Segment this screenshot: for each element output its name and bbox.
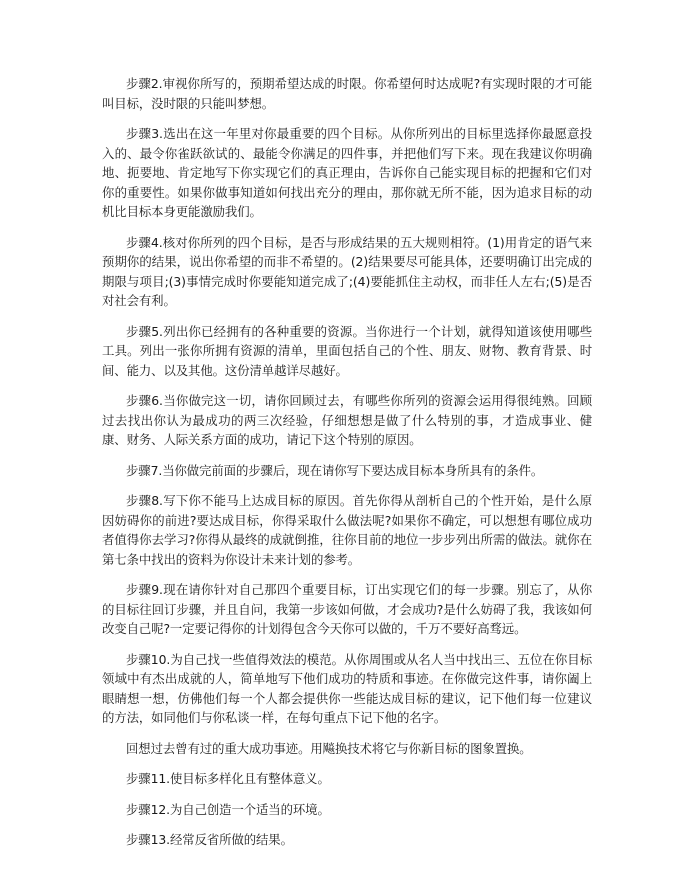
paragraph-step-5: 步骤5.列出你已经拥有的各种重要的资源。当你进行一个计划，就得知道该使用哪些工具。列出一张你所拥有资源的清单，里面包括自己的个性、朋友、财物、教育背景、时间、能力、以及其他。这份清单越详尽越好。: [102, 323, 592, 378]
paragraph-step-12: 步骤12.为自己创造一个适当的环境。: [126, 801, 330, 817]
paragraph-step-6: 步骤6.当你做完这一切，请你回顾过去，有哪些你所列的资源会运用得很纯熟。回顾过去找出你认为最成功的两三次经验，仔细想想是做了什么特别的事，才造成事业、健康、财务、人际关系方面的成功，请记下这个特别的原因。: [102, 393, 592, 447]
paragraph-step-2: 步骤2.审视你所写的，预期希望达成的时限。你希望何时达成呢?有实现时限的才可能叫目标，没时限的只能叫梦想。: [102, 76, 592, 111]
paragraph-step-13: 步骤13.经常反省所做的结果。: [126, 832, 293, 847]
paragraph-step-7: 步骤7.当你做完前面的步骤后，现在请你写下要达成目标本身所具有的条件。: [126, 462, 544, 478]
paragraph-step-3: 步骤3.选出在这一年里对你最重要的四个目标。从你所列出的目标里选择你最愿意投入的、最令你雀跃欲试的、最能令你满足的四件事，并把他们写下来。现在我建议你明确地、扼要地、肯定地写下你实现它们的真正理由，告诉你自己能实现目标的把握和它们对你的重要性。如果你做事知道如何找出充分的理由，那你就无所不能，因为追求目标的动机比目标本身更能激励我们。: [102, 126, 592, 219]
document-body: [102, 74, 592, 861]
paragraph-step-9: 步骤9.现在请你针对自己那四个重要目标，订出实现它们的每一步骤。别忘了，从你的目标往回订步骤，并且自问，我第一步该如何做，才会成功?是什么妨碍了我，我该如何改变自己呢?一定要记得你的计划得包含今天你可以做的，千万不要好高骛远。: [102, 582, 592, 636]
paragraph-step-11: 步骤11.使目标多样化且有整体意义。: [126, 771, 330, 786]
paragraph-step-10: 步骤10.为自己找一些值得效法的模范。从你周围或从名人当中找出三、五位在你目标领域中有杰出成就的人，简单地写下他们成功的特质和事迹。在你做完这件事，请你阖上眼睛想一想，仿佛他们每一个人都会提供你一些能达成目标的建议，记下他们每一位建议的方法，如同他们与你私谈一样，在每句重点下记下他的名字。: [102, 651, 592, 725]
paragraph-step-4: 步骤4.核对你所列的四个目标，是否与形成结果的五大规则相符。(1)用肯定的语气来预期你的结果，说出你希望的而非不希望的。(2)结果要尽可能具体，还要明确订出完成的期限与项目;(3)事情完成时你要能知道完成了;(4)要能抓住主动权，而非任人左右;(5)是否对社会有利。: [102, 234, 592, 308]
paragraph-step-8: 步骤8.写下你不能马上达成目标的原因。首先你得从剖析自己的个性开始，是什么原因妨碍你的前进?要达成目标，你得采取什么做法呢?如果你不确定，可以想想有哪位成功者值得你去学习?你得从最终的成就倒推，往你目前的地位一步步列出所需的做法。就你在第七条中找出的资料为你设计未来计划的参考。: [102, 493, 592, 567]
paragraph-recall-success: 回想过去曾有过的重大成功事迹。用飚换技术将它与你新目标的图象置换。: [126, 740, 532, 756]
